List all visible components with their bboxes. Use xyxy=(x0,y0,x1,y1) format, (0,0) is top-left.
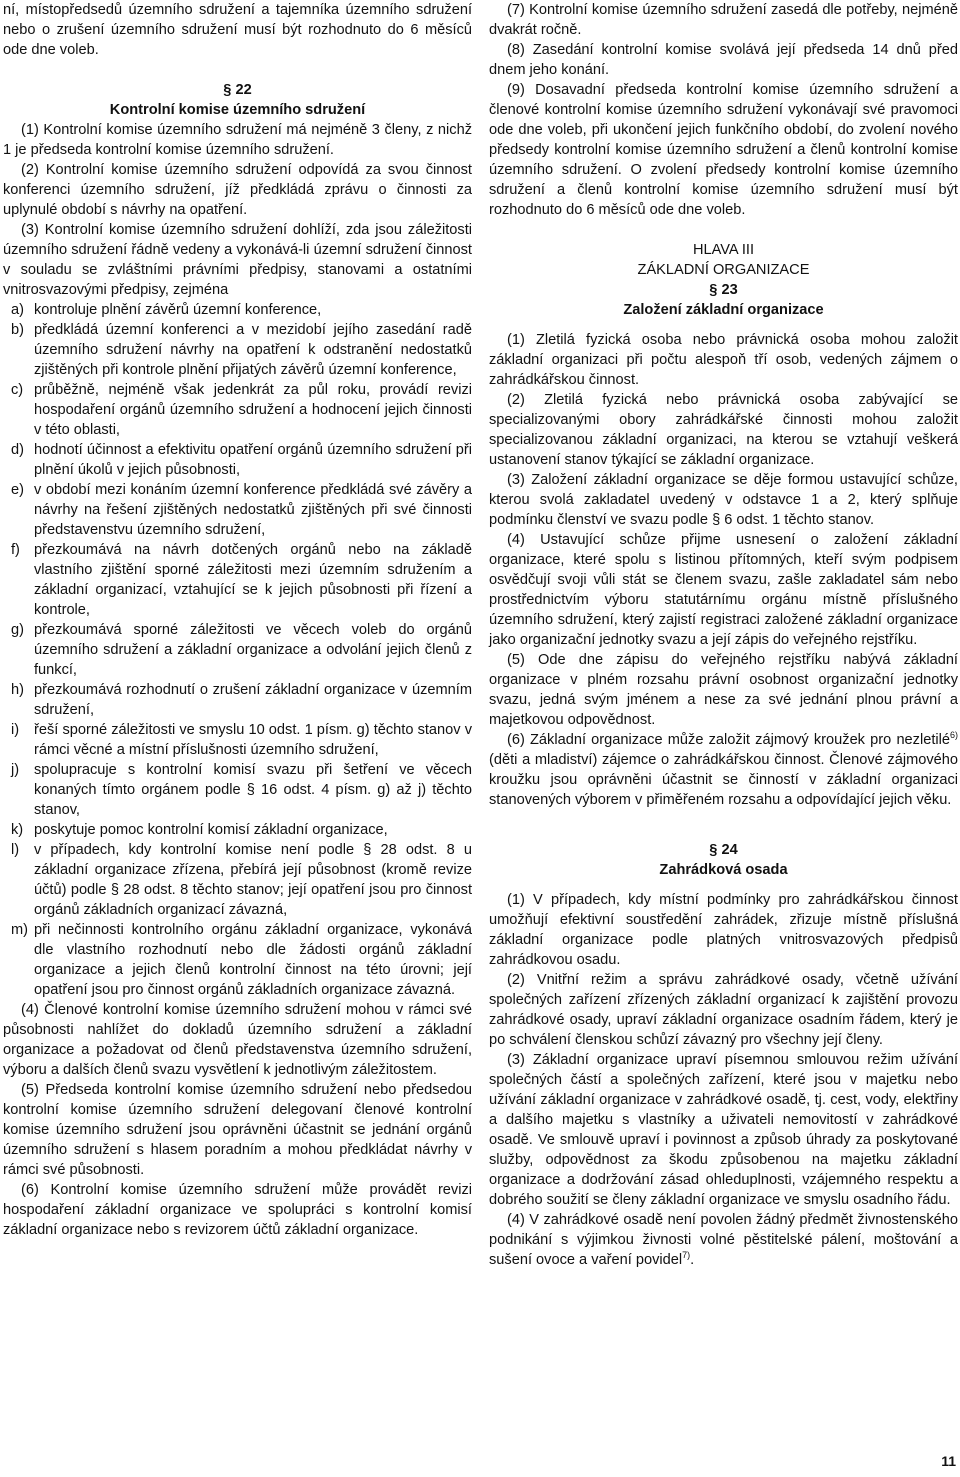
list-item-letter: f) xyxy=(11,542,20,558)
paragraph-24-4-end: . xyxy=(690,1252,695,1268)
paragraph-23-4: (4) Ustavující schůze přijme usnesení o založení základní organizace, které spolu s listinou přítomných, kteří svým podpisem osvědčují svoji vůli stát se členem svazu, zašle zakladatel sám nebo prostřednictvím výboru statutárnímu orgánu místně příslušného územního sdružení, který zajistí registraci založené základní organizace jako organizační jednotky svazu a její zápis do veřejného rejstříku. xyxy=(489,532,958,648)
list-item xyxy=(3,840,472,920)
list-item xyxy=(3,480,472,540)
intro-paragraph: ní, místopředsedů územního sdružení a tajemníka územního sdružení nebo o zrušení územního sdružení musí být rozhodnuto do 6 měsíců ode dne voleb. xyxy=(3,2,472,58)
footnote-6-ref: 6) xyxy=(949,730,958,741)
list-item xyxy=(3,920,472,1000)
list-item-text: přezkoumává sporné záležitosti ve věcech voleb do orgánů územního sdružení a základní organizace a odvolání jejich členů z funkcí, xyxy=(34,622,472,678)
page-number: 11 xyxy=(941,1453,956,1469)
list-item xyxy=(3,720,472,760)
right-column xyxy=(489,0,958,1270)
paragraph-24-4 xyxy=(489,1210,958,1270)
paragraph-22-1: (1) Kontrolní komise územního sdružení má nejméně 3 členy, z nichž 1 je předseda kontrolní komise územního sdružení. xyxy=(3,122,472,158)
list-item-letter: c) xyxy=(11,382,24,398)
list-item-letter: k) xyxy=(11,822,24,838)
list-item xyxy=(3,320,472,380)
paragraph-23-6-rest: (děti a mladiství) zájemce o zahrádkářskou činnost. Členové zájmového kroužku jsou oprávněni účastnit se činností v základní organizaci stanovených výborem v přiměřeném rozsahu a odpovídající jejich věku. xyxy=(489,752,958,808)
list-item-letter: j) xyxy=(11,762,20,778)
paragraph-23-3: (3) Založení základní organizace se děje formou ustavující schůze, kterou svolá zakladatel uvedený v odstavce 1 a 2, který splňuje podmínku členství ve svazu podle § 6 odst. 1 těchto stanov. xyxy=(489,472,958,528)
paragraph-22-6: (6) Kontrolní komise územního sdružení může provádět revizi hospodaření základní organizace ve spolupráci s kontrolní komisí základní organizace nebo s revizorem účtů základní organizace. xyxy=(3,1182,472,1238)
list-item-letter: l) xyxy=(11,842,20,858)
section-22-number: § 22 xyxy=(223,82,252,98)
list-item-text: řeší sporné záležitosti ve smyslu 10 odst. 1 písm. g) těchto stanov v rámci věcné a místní příslušnosti územního sdružení, xyxy=(34,722,472,758)
paragraph-22-2: (2) Kontrolní komise územního sdružení odpovídá za svou činnost konferenci územního sdružení, jíž předkládá zprávu o činnosti za uplynulé období s návrhy na opatření. xyxy=(3,162,472,218)
list-item-letter: i) xyxy=(11,722,20,738)
paragraph-24-1: (1) V případech, kdy místní podmínky pro zahrádkářskou činnost umožňují efektivní soustředění zahrádek, zřizuje místně příslušná základní organizace podle platných vnitrosvazových předpisů zahrádkovou osadu. xyxy=(489,892,958,968)
list-item-letter: h) xyxy=(11,682,24,698)
list-item-text: přezkoumává rozhodnutí o zrušení základní organizace v územním sdružení, xyxy=(34,682,472,718)
paragraph-23-2: (2) Zletilá fyzická nebo právnická osoba zabývající se specializovanými obory zahrádkářské činnosti mohou založit specializovanou základní organizaci, na kterou se vztahují veškerá ustanovení stanov týkající se základní organizace. xyxy=(489,392,958,468)
list-item xyxy=(3,440,472,480)
paragraph-23-6-text: (6) Základní organizace může založit zájmový kroužek pro nezletilé xyxy=(507,732,950,748)
paragraph-23-1: (1) Zletilá fyzická osoba nebo právnická osoba mohou založit základní organizaci při počtu alespoň tří osob, vedených zájmem o zahrádkářskou činnost. xyxy=(489,332,958,388)
duties-list xyxy=(3,300,472,1000)
list-item-text: přezkoumává na návrh dotčených orgánů nebo na základě vlastního zjištění sporné záležitosti mezi územním sdružením a základní organizací, vztahující se k jejich působnosti při řízení a kontrole, xyxy=(34,542,472,618)
list-item-text: v případech, kdy kontrolní komise není podle § 28 odst. 8 u základní organizace zřízena, přebírá její působnost (kromě revize účtů) podle § 28 odst. 8 těchto stanov; její opatření jsou pro činnost orgánů základních organizací závazná, xyxy=(34,842,472,918)
section-24-title: Zahrádková osada xyxy=(659,862,788,878)
paragraph-24-2: (2) Vnitřní režim a správu zahrádkové osady, včetně užívání společných zařízení zřízených základní organizací k zajištění provozu zahrádkové osady, upraví základní organizace osadním řádem, který je po schválení členskou schůzí závazný pro všechny její členy. xyxy=(489,972,958,1048)
list-item-text: spolupracuje s kontrolní komisí svazu při šetření ve věcech konaných tímto orgánem podle § 16 odst. 4 písm. g) až j) těchto stanov, xyxy=(34,762,472,818)
list-item-letter: a) xyxy=(11,302,24,318)
paragraph-22-8: (8) Zasedání kontrolní komise svolává její předseda 14 dnů před dnem jeho konání. xyxy=(489,42,958,78)
chapter-title: ZÁKLADNÍ ORGANIZACE xyxy=(637,262,810,278)
paragraph-22-5: (5) Předseda kontrolní komise územního sdružení nebo předsedou kontrolní komise územního sdružení delegovaní členové kontrolní komise územního sdružení jsou oprávněni účastnit se jednání orgánů územního sdružení s hlasem poradním a mohou předkládat návrhy v rámci své působnosti. xyxy=(3,1082,472,1178)
list-item-letter: e) xyxy=(11,482,24,498)
paragraph-22-4: (4) Členové kontrolní komise územního sdružení mohou v rámci své působnosti nahlížet do dokladů územního sdružení a základní organizace a požadovat od členů představenstva územního sdružení, výboru a dalších členů svazu vysvětlení k jednotlivým záležitostem. xyxy=(3,1002,472,1078)
list-item-text: kontroluje plnění závěrů územní konference, xyxy=(34,302,322,318)
paragraph-22-7: (7) Kontrolní komise územního sdružení zasedá dle potřeby, nejméně dvakrát ročně. xyxy=(489,2,958,38)
paragraph-24-3: (3) Základní organizace upraví písemnou smlouvou režim užívání společných částí a společných zařízení, které jsou v majetku nebo užívání základní organizace v zahrádkové osadě, tj. cest, vody, elektřiny a dalšího majetku s vlastníky a uživateli nemovitostí v zahrádkové osadě. Ve smlouvě upraví i povinnost a způsob úhrady za poskytované služby, odpovědnost za škodu způsobenou na majetku základní organizace a dodržování zásad ohleduplnosti, vzájemného respektu a dobrého soužití se členy základní organizace ve smyslu osadního řádu. xyxy=(489,1052,958,1208)
list-item-text: hodnotí účinnost a efektivitu opatření orgánů územního sdružení při plnění úkolů v jejich působnosti, xyxy=(34,442,472,478)
list-item-letter: d) xyxy=(11,442,24,458)
list-item xyxy=(3,540,472,620)
list-item xyxy=(3,820,472,840)
list-item-text: při nečinnosti kontrolního orgánu základní organizace, vykonává dle vlastního rozhodnutí nebo dle žádosti orgánů základní organizace a jejich členů kontrolní činnost na této úrovni; její opatření jsou pro činnost orgánů základních organizace závazná. xyxy=(34,922,472,998)
list-item xyxy=(3,680,472,720)
paragraph-24-4-text: (4) V zahrádkové osadě není povolen žádný předmět živnostenského podnikání s výjimkou živnosti volné pěstitelské pálení, moštování a sušení ovoce a vaření povidel xyxy=(489,1212,958,1268)
section-23-number: § 23 xyxy=(709,282,738,298)
list-item xyxy=(3,760,472,820)
list-item-letter: m) xyxy=(11,922,29,938)
paragraph-23-5: (5) Ode dne zápisu do veřejného rejstříku nabývá základní organizace v plném rozsahu právní osobnost organizační jednotky svazu, jedná svým jménem a nese za své jednání plnou právní a majetkovou odpovědnost. xyxy=(489,652,958,728)
paragraph-23-6 xyxy=(489,730,958,810)
list-item-letter: b) xyxy=(11,322,24,338)
list-item xyxy=(3,380,472,440)
paragraph-22-3: (3) Kontrolní komise územního sdružení dohlíží, zda jsou záležitosti územního sdružení řádně vedeny a vykonává-li územní sdružení činnost v souladu se zvláštními právními předpisy, stanovami a ostatními vnitrosvazovými předpisy, zejména xyxy=(3,222,472,298)
left-column xyxy=(3,0,472,1240)
list-item-text: v období mezi konáním územní konference předkládá své závěry a návrhy na řešení zjištěných nedostatků zjištěných při své činnosti představenstvu územního sdružení, xyxy=(34,482,472,538)
footnote-7-ref: 7) xyxy=(682,1250,691,1261)
list-item-text: průběžně, nejméně však jedenkrát za půl roku, provádí revizi hospodaření orgánů územního sdružení a hodnocení jejich činnosti v této oblasti, xyxy=(34,382,472,438)
section-22-title: Kontrolní komise územního sdružení xyxy=(109,102,366,118)
section-24-number: § 24 xyxy=(709,842,738,858)
section-23-title: Založení základní organizace xyxy=(623,302,824,318)
list-item xyxy=(3,620,472,680)
paragraph-22-9: (9) Dosavadní předseda kontrolní komise územního sdružení a členové kontrolní komise územního sdružení vykonávají své pravomoci ode dne voleb, při ukončení jejich funkčního období, do zvolení nového předsedy kontrolní komise územního sdružení a členů kontrolní komise územního sdružení. O zvolení předsedy kontrolní komise územního sdružení a členů kontrolní komise územního sdružení musí být rozhodnuto do 6 měsíců ode dne voleb. xyxy=(489,82,958,218)
list-item-text: předkládá územní konferenci a v mezidobí jejího zasedání radě územního sdružení návrhy na opatření k odstranění nedostatků zjištěných při kontrole plnění přijatých závěrů územní konference, xyxy=(34,322,472,378)
list-item-letter: g) xyxy=(11,622,24,638)
chapter-heading: HLAVA III xyxy=(692,242,755,258)
list-item xyxy=(3,300,472,320)
list-item-text: poskytuje pomoc kontrolní komisí základní organizace, xyxy=(34,822,388,838)
